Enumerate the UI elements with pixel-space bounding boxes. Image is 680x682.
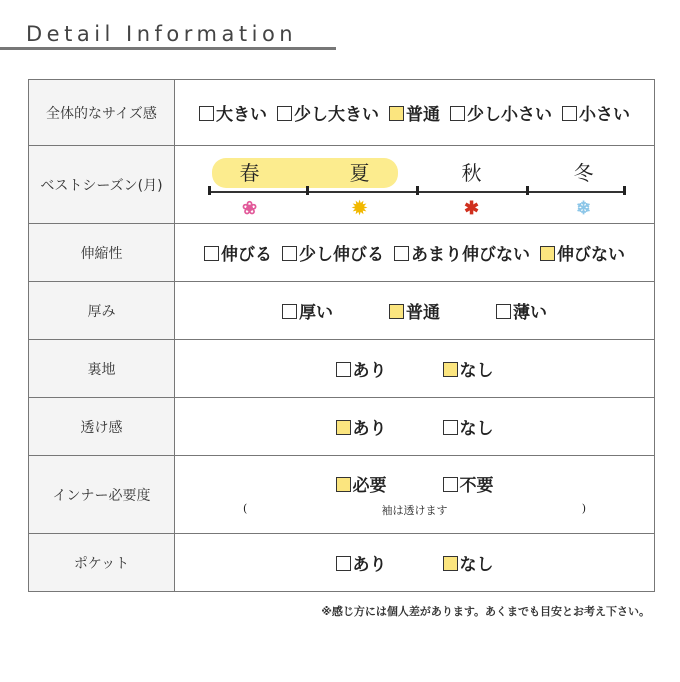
stretch-option-label: 伸びる: [221, 245, 272, 265]
title-underline: [0, 47, 336, 50]
section-title: Detail Information: [26, 22, 298, 46]
size-option: [199, 100, 267, 125]
stretch-option: [540, 240, 625, 265]
sheer-option: [443, 414, 494, 439]
size-options: [175, 80, 655, 146]
checkbox-checked-icon: [336, 420, 351, 435]
checkbox-empty-icon: [204, 246, 219, 261]
pocket-option: [443, 550, 494, 575]
stretch-option: [204, 240, 272, 265]
checkbox-empty-icon: [562, 106, 577, 121]
checkbox-empty-icon: [443, 477, 458, 492]
stretch-label: 伸縮性: [29, 224, 175, 282]
inner-options: [175, 471, 654, 496]
checkbox-checked-icon: [336, 477, 351, 492]
checkbox-empty-icon: [443, 420, 458, 435]
thickness-option-label: 厚い: [299, 303, 333, 323]
checkbox-checked-icon: [443, 556, 458, 571]
thickness-option: [496, 298, 547, 323]
lining-options: [175, 340, 655, 398]
inner-label: インナー必要度: [29, 456, 175, 534]
lining-option-label: あり: [352, 361, 387, 381]
lining-label: 裏地: [29, 340, 175, 398]
season-tick: [306, 186, 309, 195]
stretch-option: [282, 240, 384, 265]
row-lining: [29, 340, 655, 398]
checkbox-checked-icon: [389, 106, 404, 121]
checkbox-empty-icon: [282, 304, 297, 319]
row-pocket: [29, 534, 655, 592]
inner-option: [443, 471, 494, 496]
checkbox-checked-icon: [389, 304, 404, 319]
thickness-option: [282, 298, 333, 323]
season-name: 春: [239, 160, 260, 185]
size-option: [389, 100, 440, 125]
inner-option-label: 不要: [459, 476, 494, 496]
size-option: [562, 100, 630, 125]
stretch-option-label: 伸びない: [557, 245, 625, 265]
snowflake-icon: ❄: [575, 197, 592, 219]
season-cell: [175, 146, 655, 224]
season-tick: [623, 186, 626, 195]
season-tick: [416, 186, 419, 195]
sheer-option: [336, 414, 387, 439]
size-option: [450, 100, 552, 125]
thickness-option-label: 普通: [406, 303, 440, 323]
note-text: 袖は透けます: [381, 504, 448, 517]
season-name: 冬: [573, 160, 594, 185]
pocket-option-label: なし: [459, 555, 494, 575]
maple-leaf-icon: ✱: [463, 197, 480, 219]
sunflower-icon: ✹: [351, 197, 368, 219]
season-tick: [526, 186, 529, 195]
checkbox-empty-icon: [199, 106, 214, 121]
checkbox-empty-icon: [336, 362, 351, 377]
checkbox-empty-icon: [277, 106, 292, 121]
sheer-option-label: なし: [459, 419, 494, 439]
thickness-option-label: 薄い: [513, 303, 547, 323]
footnote: ※感じ方には個人差があります。あくまでも目安とお考え下さい。: [321, 605, 650, 618]
note-paren-close: ): [581, 502, 586, 515]
size-option-label: 大きい: [216, 105, 267, 125]
pocket-option: [336, 550, 387, 575]
thickness-options: [175, 282, 655, 340]
thickness-label: 厚み: [29, 282, 175, 340]
checkbox-checked-icon: [443, 362, 458, 377]
row-size: [29, 80, 655, 146]
size-label: 全体的なサイズ感: [29, 80, 175, 146]
inner-note: [175, 502, 654, 518]
size-option: [277, 100, 379, 125]
flower-icon: ❀: [241, 197, 258, 219]
row-stretch: [29, 224, 655, 282]
row-season: [29, 146, 655, 224]
pocket-option-label: あり: [352, 555, 387, 575]
row-inner: [29, 456, 655, 534]
inner-option: [336, 471, 387, 496]
checkbox-checked-icon: [540, 246, 555, 261]
stretch-option: [394, 240, 530, 265]
thickness-option: [389, 298, 440, 323]
row-sheer: [29, 398, 655, 456]
season-label: ベストシーズン(月): [29, 146, 175, 224]
lining-option: [443, 356, 494, 381]
season-bar: [180, 150, 650, 220]
size-option-label: 少し大きい: [294, 105, 379, 125]
checkbox-empty-icon: [496, 304, 511, 319]
checkbox-empty-icon: [394, 246, 409, 261]
detail-table: [28, 79, 655, 592]
pocket-options: [175, 534, 655, 592]
lining-option: [336, 356, 387, 381]
inner-option-label: 必要: [352, 476, 387, 496]
lining-option-label: なし: [459, 361, 494, 381]
size-option-label: 少し小さい: [467, 105, 552, 125]
inner-cell: [175, 456, 655, 534]
sheer-label: 透け感: [29, 398, 175, 456]
stretch-option-label: あまり伸びない: [411, 245, 530, 265]
stretch-options: [175, 224, 655, 282]
size-option-label: 普通: [406, 105, 440, 125]
row-thickness: [29, 282, 655, 340]
checkbox-empty-icon: [282, 246, 297, 261]
checkbox-empty-icon: [450, 106, 465, 121]
season-tick: [208, 186, 211, 195]
checkbox-empty-icon: [336, 556, 351, 571]
season-name: 秋: [461, 160, 482, 185]
sheer-option-label: あり: [352, 419, 387, 439]
note-paren-open: (: [243, 502, 248, 515]
stretch-option-label: 少し伸びる: [299, 245, 384, 265]
season-name: 夏: [349, 160, 370, 185]
sheer-options: [175, 398, 655, 456]
pocket-label: ポケット: [29, 534, 175, 592]
size-option-label: 小さい: [579, 105, 630, 125]
